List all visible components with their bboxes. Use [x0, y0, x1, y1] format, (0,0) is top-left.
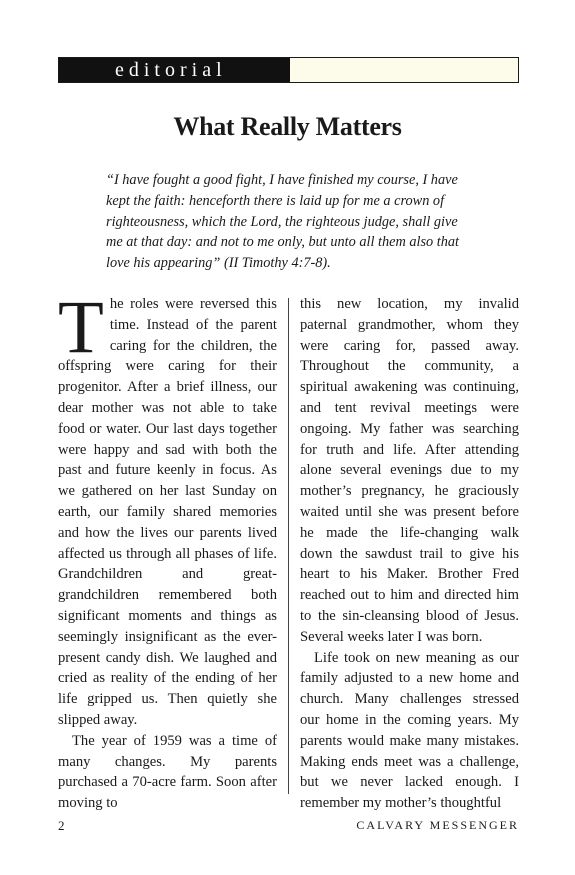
drop-cap: T	[58, 286, 104, 369]
paragraph: The year of 1959 was a time of many changes. My parents purchased a 70-acre farm. Soon after moving to	[58, 732, 277, 812]
paragraph: this new location, my invalid paternal grandmother, whom they were caring for, passed away. Throughout the community, a spiritual awakening was continuing, and tent revival meetings were ongoing. My father was searching for truth and life. After attending alone several evenings due to my mother’s pregnancy, he graciously waited until she was present before he made the life-changing walk down the sawdust trail to give his heart to his Maker. Brother Fred reached out to him and directed him to the sin-cleansing blood of Jesus. Several weeks later I was born.	[300, 296, 519, 645]
article-title: What Really Matters	[173, 112, 402, 141]
epigraph-quote: “I have fought a good fight, I have finished my course, I have kept the faith: henceforth there is laid up for me a crown of righteousness, which the Lord, the righteous judge, shall give me at that day: and not to me only, but unto all them also that love his appearing” (II Timothy 4:7-8).	[106, 172, 460, 272]
page-number: 2	[58, 818, 65, 833]
section-label: editorial	[115, 59, 227, 81]
article-column-right	[300, 294, 519, 814]
paragraph-text: he roles were reversed this time. Instead of the parent caring for the children, the offspring were caring for their progenitor. After a brief illness, our dear mother was not able to take food or water. Our last days together were happy and sad with both the past and future keenly in focus. As we gathered on her last Sunday on earth, our family shared memories and how the lives our parents lived affected us through all phases of life. Grandchildren and great-grandchildren remembered both significant moments and things as seemingly insignificant as the ever-present candy dish. We laughed and cried as reality of the ending of her life gripped us. Then quietly she slipped away.	[58, 296, 277, 728]
section-banner	[58, 57, 519, 83]
paragraph	[58, 286, 277, 731]
column-divider	[288, 298, 289, 794]
publication-name: CALVARY MESSENGER	[356, 818, 519, 832]
paragraph: Life took on new meaning as our family adjusted to a new home and church. Many challenges stressed our home in the coming years. My parents would make many mistakes. Making ends meet was a challenge, but we never lacked enough. I remember my mother’s thoughtful	[300, 649, 519, 812]
article-column-left	[58, 286, 277, 814]
